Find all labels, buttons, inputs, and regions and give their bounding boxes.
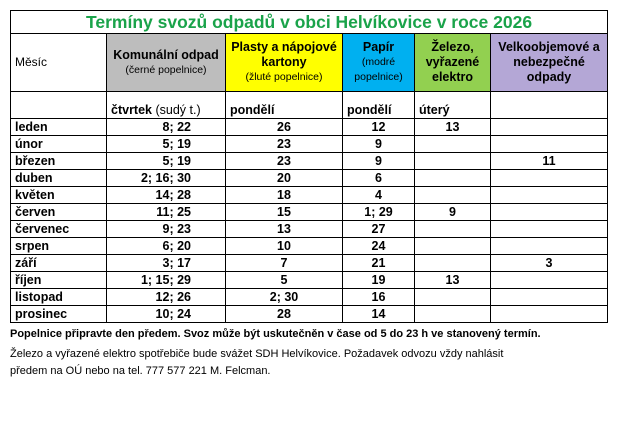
communal-cell: 1; 15; 29: [107, 272, 226, 289]
month-cell: březen: [11, 153, 107, 170]
month-cell: srpen: [11, 238, 107, 255]
plastics-cell: 23: [226, 153, 343, 170]
day-month-blank: [11, 92, 107, 119]
header-communal-waste: [107, 34, 226, 92]
table-row: [11, 289, 608, 306]
paper-cell: 6: [343, 170, 415, 187]
table-row: [11, 170, 608, 187]
table-row: [11, 306, 608, 323]
communal-cell: 10; 24: [107, 306, 226, 323]
communal-cell: 9; 23: [107, 221, 226, 238]
bulky-cell: [491, 306, 608, 323]
month-cell: červen: [11, 204, 107, 221]
month-cell: září: [11, 255, 107, 272]
header-plastics: [226, 34, 343, 92]
month-cell: duben: [11, 170, 107, 187]
bulky-cell: [491, 187, 608, 204]
communal-cell: 11; 25: [107, 204, 226, 221]
header-paper-sub: (modré popelnice): [354, 56, 403, 83]
bulky-cell: 11: [491, 153, 608, 170]
bulky-cell: [491, 119, 608, 136]
iron-cell: [415, 238, 491, 255]
day-communal: [107, 92, 226, 119]
table-row: [11, 119, 608, 136]
bulky-cell: [491, 238, 608, 255]
paper-cell: 19: [343, 272, 415, 289]
paper-cell: 1; 29: [343, 204, 415, 221]
day-communal-label: čtvrtek: [111, 103, 152, 117]
plastics-cell: 18: [226, 187, 343, 204]
header-communal-label: Komunální odpad: [113, 47, 219, 62]
month-cell: červenec: [11, 221, 107, 238]
day-iron: úterý: [415, 92, 491, 119]
month-cell: listopad: [11, 289, 107, 306]
header-month: Měsíc: [11, 34, 107, 92]
day-bulky: [491, 92, 608, 119]
table-row: [11, 272, 608, 289]
communal-cell: 2; 16; 30: [107, 170, 226, 187]
plastics-cell: 13: [226, 221, 343, 238]
day-communal-note: (sudý t.): [155, 103, 201, 117]
header-paper: [343, 34, 415, 92]
header-plastics-sub: (žluté popelnice): [245, 71, 323, 83]
communal-cell: 3; 17: [107, 255, 226, 272]
month-cell: říjen: [11, 272, 107, 289]
paper-cell: 14: [343, 306, 415, 323]
header-bulky: Velkoobjemové a nebezpečné odpady: [491, 34, 608, 92]
paper-cell: 12: [343, 119, 415, 136]
plastics-cell: 15: [226, 204, 343, 221]
iron-cell: [415, 170, 491, 187]
communal-cell: 5; 19: [107, 153, 226, 170]
header-iron: Železo, vyřazené elektro: [415, 34, 491, 92]
table-row: [11, 136, 608, 153]
communal-cell: 14; 28: [107, 187, 226, 204]
paper-cell: 9: [343, 153, 415, 170]
month-cell: prosinec: [11, 306, 107, 323]
communal-cell: 5; 19: [107, 136, 226, 153]
plastics-cell: 2; 30: [226, 289, 343, 306]
note-line-2: Železo a vyřazené elektro spotřebiče bude svážet SDH Helvíkovice. Požadavek odvozu vždy nahlásit: [10, 348, 504, 360]
note-line-3: předem na OÚ nebo na tel. 777 577 221 M. Felcman.: [10, 365, 271, 377]
paper-cell: 9: [343, 136, 415, 153]
page-title: Termíny svozů odpadů v obci Helvíkovice v roce 2026: [11, 11, 608, 34]
bulky-cell: [491, 136, 608, 153]
header-paper-label: Papír: [362, 40, 395, 54]
bulky-cell: [491, 170, 608, 187]
waste-schedule-table: [10, 10, 608, 323]
header-plastics-label: Plasty a nápojové kartony: [231, 40, 337, 69]
bulky-cell: [491, 221, 608, 238]
bulky-cell: 3: [491, 255, 608, 272]
paper-cell: 27: [343, 221, 415, 238]
iron-cell: [415, 153, 491, 170]
note-line-1: Popelnice připravte den předem. Svoz může být uskutečněn v čase od 5 do 23 h ve stanovený termín.: [10, 328, 541, 340]
day-plastics: pondělí: [226, 92, 343, 119]
month-cell: leden: [11, 119, 107, 136]
table-row: [11, 221, 608, 238]
paper-cell: 4: [343, 187, 415, 204]
bulky-cell: [491, 289, 608, 306]
plastics-cell: 26: [226, 119, 343, 136]
iron-cell: [415, 289, 491, 306]
communal-cell: 6; 20: [107, 238, 226, 255]
plastics-cell: 20: [226, 170, 343, 187]
paper-cell: 16: [343, 289, 415, 306]
table-row: [11, 187, 608, 204]
plastics-cell: 28: [226, 306, 343, 323]
plastics-cell: 5: [226, 272, 343, 289]
iron-cell: [415, 221, 491, 238]
iron-cell: [415, 187, 491, 204]
paper-cell: 21: [343, 255, 415, 272]
paper-cell: 24: [343, 238, 415, 255]
table-row: [11, 153, 608, 170]
plastics-cell: 7: [226, 255, 343, 272]
header-communal-sub: (černé popelnice): [125, 63, 207, 76]
bulky-cell: [491, 272, 608, 289]
communal-cell: 12; 26: [107, 289, 226, 306]
plastics-cell: 23: [226, 136, 343, 153]
iron-cell: 13: [415, 272, 491, 289]
iron-cell: 13: [415, 119, 491, 136]
bulky-cell: [491, 204, 608, 221]
plastics-cell: 10: [226, 238, 343, 255]
communal-cell: 8; 22: [107, 119, 226, 136]
month-cell: květen: [11, 187, 107, 204]
day-paper: pondělí: [343, 92, 415, 119]
iron-cell: 9: [415, 204, 491, 221]
table-row: [11, 204, 608, 221]
iron-cell: [415, 255, 491, 272]
table-row: [11, 255, 608, 272]
iron-cell: [415, 306, 491, 323]
table-row: [11, 238, 608, 255]
month-cell: únor: [11, 136, 107, 153]
iron-cell: [415, 136, 491, 153]
